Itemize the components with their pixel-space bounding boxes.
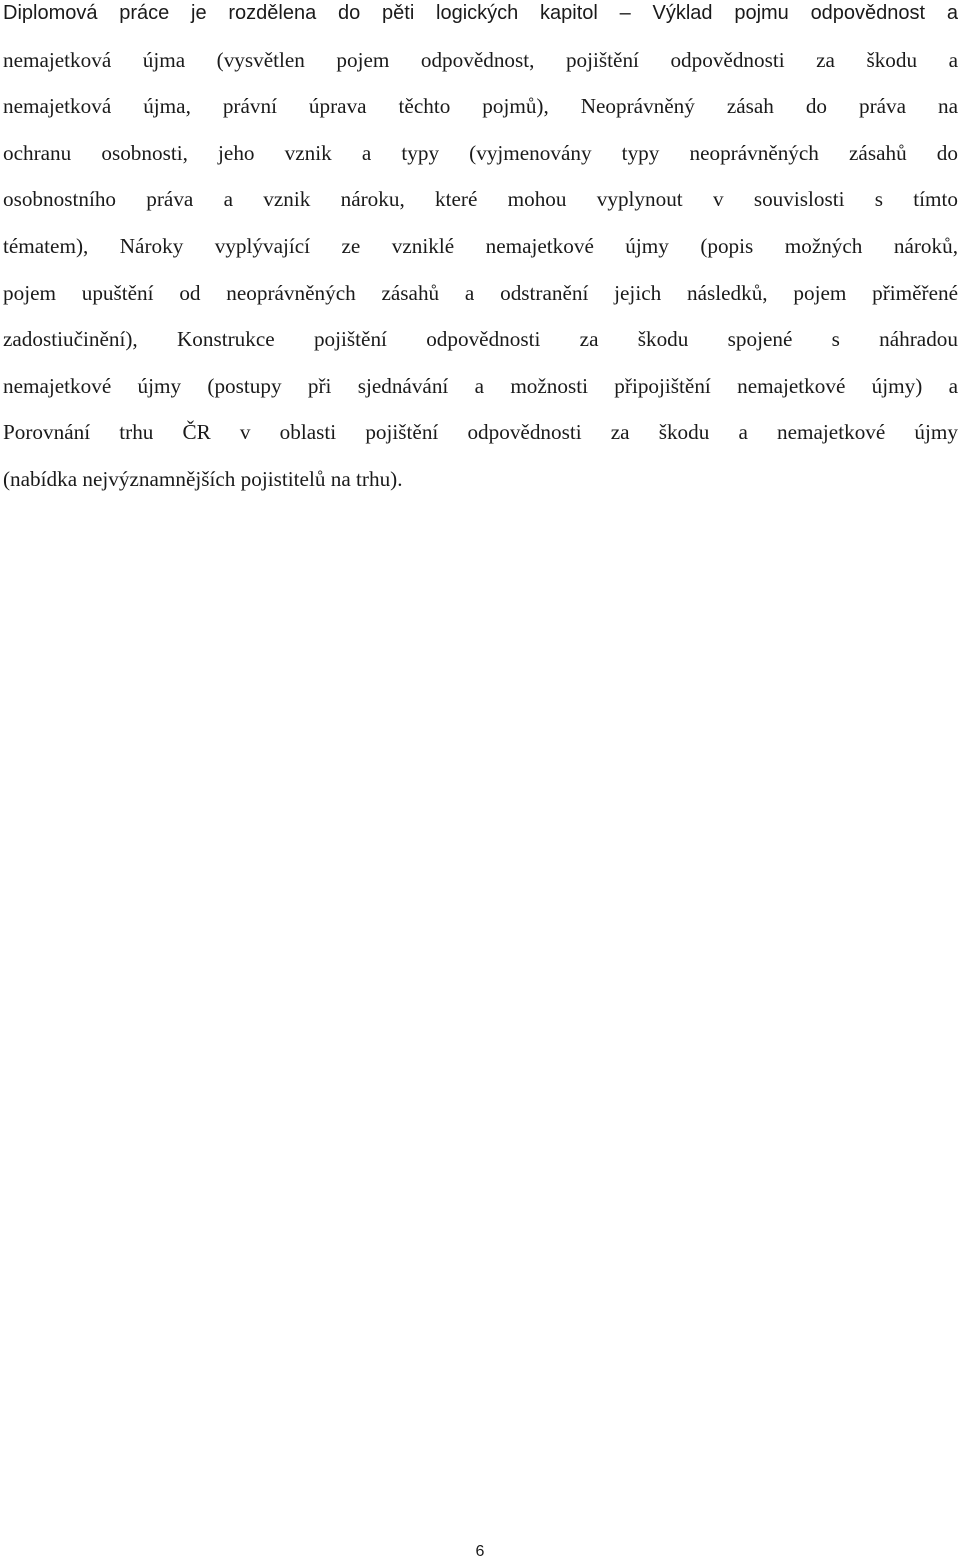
paragraph-line: osobnostního práva a vznik nároku, které mohou vyplynout v souvislosti s tímto <box>3 187 958 212</box>
paragraph-line: pojem upuštění od neoprávněných zásahů a odstranění jejich následků, pojem přiměřené <box>3 280 958 305</box>
paragraph-line: Diplomová práce je rozdělena do pěti logických kapitol – Výklad pojmu odpovědnost a <box>3 2 958 24</box>
paragraph-line: ochranu osobnosti, jeho vznik a typy (vyjmenovány typy neoprávněných zásahů do <box>3 140 958 165</box>
paragraph-line: zadostiučinění), Konstrukce pojištění odpovědnosti za škodu spojené s náhradou <box>3 327 958 352</box>
paragraph-line: (nabídka nejvýznamnějších pojistitelů na trhu). <box>3 466 403 491</box>
paragraph-line: tématem), Nároky vyplývající ze vzniklé nemajetkové újmy (popis možných nároků, <box>3 233 958 258</box>
paragraph-line: nemajetková újma (vysvětlen pojem odpovědnost, pojištění odpovědnosti za škodu a <box>3 47 958 72</box>
paragraph-line: nemajetková újma, právní úprava těchto pojmů), Neoprávněný zásah do práva na <box>3 94 958 119</box>
paragraph-line: nemajetkové újmy (postupy při sjednávání a možnosti připojištění nemajetkové újmy) a <box>3 373 958 398</box>
page-number: 6 <box>475 1543 485 1560</box>
paragraph-line: Porovnání trhu ČR v oblasti pojištění odpovědnosti za škodu a nemajetkové újmy <box>3 420 958 445</box>
body-paragraph <box>3 0 958 513</box>
